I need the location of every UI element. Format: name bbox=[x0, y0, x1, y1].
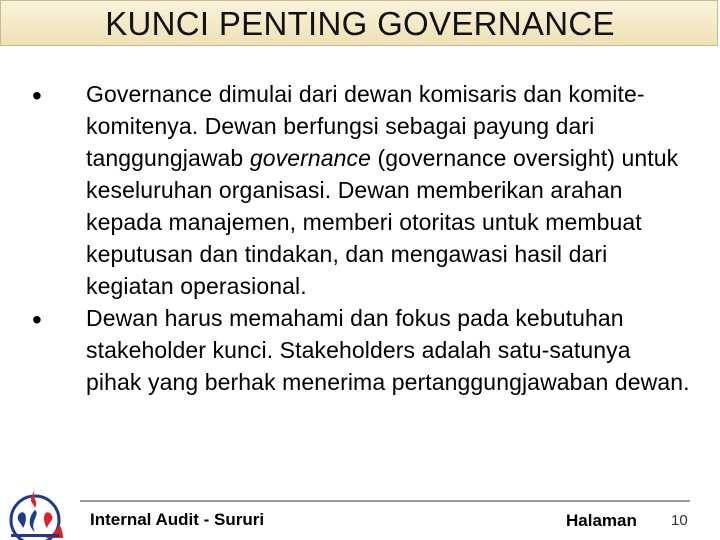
footer-page-label: Halaman bbox=[566, 511, 637, 530]
footer-divider bbox=[80, 500, 690, 502]
bullet-text-part: Dewan harus memahami dan fokus pada kebutuhan stakeholder kunci. Stakeholders adalah satu-satunya pihak yang berhak menerima pertanggungjawaban dewan. bbox=[86, 305, 690, 395]
slide-content bbox=[30, 78, 690, 398]
footer-author: Internal Audit - Sururi bbox=[90, 510, 265, 529]
bullet-text-part: Governance dimulai dari dewan komisaris dan komite-komitenya. Dewan berfungsi sebagai payung dari tanggungjawab bbox=[86, 81, 645, 171]
institution-logo-icon bbox=[5, 484, 73, 540]
bullet-text bbox=[86, 302, 690, 398]
bullet-item bbox=[30, 302, 690, 398]
bullet-text-part: (governance oversight) untuk keseluruhan organisasi. Dewan memberikan arahan kepada manajemen, memberi otoritas untuk membuat keputusan dan tindakan, dan mengawasi hasil dari kegiatan operasional. bbox=[86, 145, 679, 299]
bullet-dot-icon: • bbox=[32, 304, 42, 335]
bullet-text bbox=[86, 78, 690, 302]
page-number: 10 bbox=[671, 512, 688, 529]
slide-title-bar bbox=[0, 0, 718, 46]
slide-title: KUNCI PENTING GOVERNANCE bbox=[105, 5, 615, 42]
bullet-dot-icon: • bbox=[32, 80, 42, 111]
bullet-item bbox=[30, 78, 690, 302]
bullet-text-italic: governance bbox=[249, 145, 372, 171]
